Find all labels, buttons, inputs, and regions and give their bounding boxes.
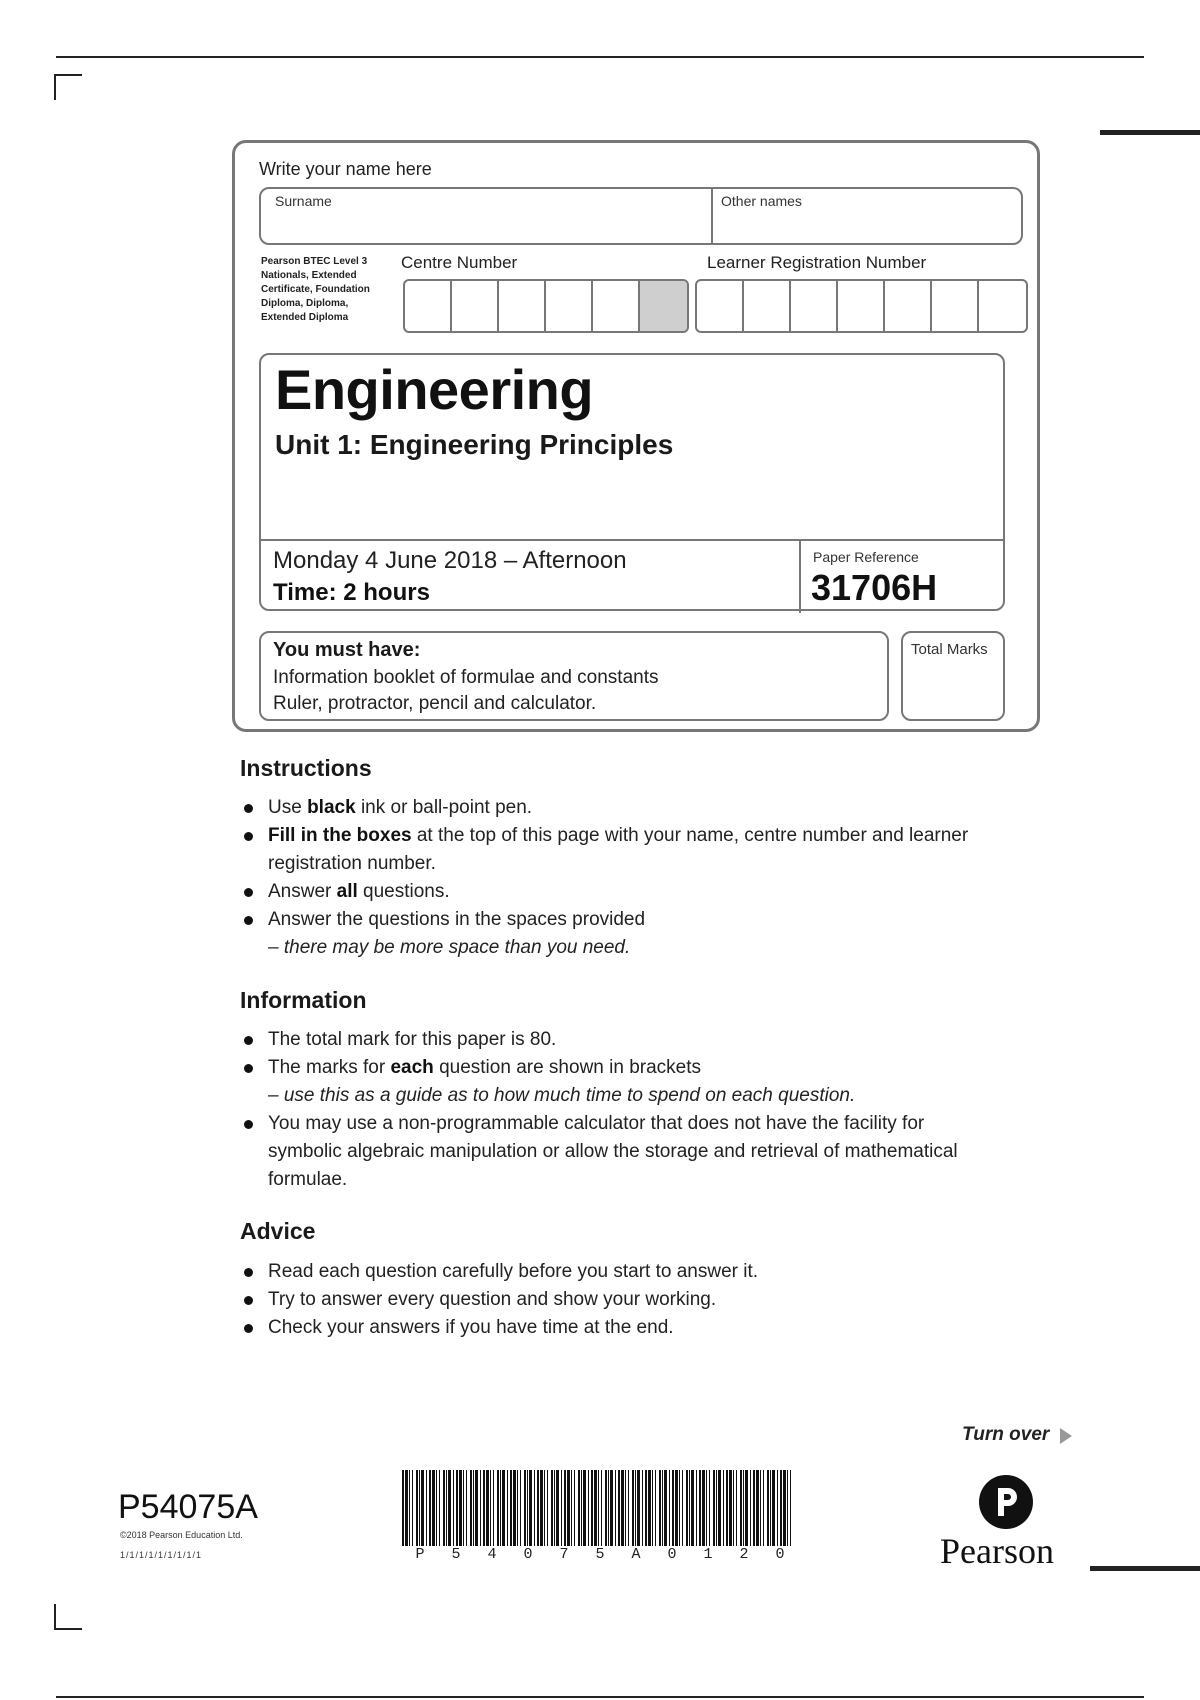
barcode-bar bbox=[672, 1470, 674, 1546]
list-item: The total mark for this paper is 80. bbox=[240, 1026, 960, 1054]
barcode-bar bbox=[760, 1470, 761, 1546]
barcode-bar bbox=[787, 1470, 788, 1546]
barcode-bar bbox=[436, 1470, 437, 1546]
barcode-bar bbox=[483, 1470, 485, 1546]
date-time-row bbox=[261, 539, 1003, 613]
instructions-list bbox=[240, 794, 1000, 962]
barcode-bar bbox=[682, 1470, 683, 1546]
barcode-bar bbox=[446, 1470, 447, 1546]
barcode-bar bbox=[448, 1470, 451, 1546]
surname-field[interactable]: Surname bbox=[275, 193, 332, 209]
barcode-bar bbox=[409, 1470, 410, 1546]
barcode-bar bbox=[544, 1470, 545, 1546]
barcode-bar bbox=[655, 1470, 656, 1546]
barcode-bar bbox=[463, 1470, 464, 1546]
barcode-bar bbox=[645, 1470, 647, 1546]
list-item: Try to answer every question and show your working. bbox=[240, 1286, 1000, 1314]
barcode-bar bbox=[790, 1470, 791, 1546]
barcode-bar bbox=[534, 1470, 535, 1546]
cover-details-box bbox=[232, 140, 1040, 732]
barcode-bar bbox=[456, 1470, 458, 1546]
learner-registration-cell[interactable] bbox=[932, 281, 979, 331]
barcode-bar bbox=[770, 1470, 771, 1546]
barcode-bar bbox=[513, 1470, 516, 1546]
barcode-bar bbox=[588, 1470, 589, 1546]
unit-title: Unit 1: Engineering Principles bbox=[275, 429, 674, 460]
barcode-bar bbox=[777, 1470, 778, 1546]
print-code: 1/1/1/1/1/1/1/1/1 bbox=[120, 1550, 203, 1560]
list-item: You may use a non-programmable calculator that does not have the facility for symbolic algebraic manipulation or allow the storage and retrieval of mathematical formulae. bbox=[240, 1110, 960, 1194]
list-item: The marks for each question are shown in brackets – use this as a guide as to how much time to spend on each question. bbox=[240, 1054, 960, 1110]
barcode-bar bbox=[621, 1470, 624, 1546]
exam-duration: Time: 2 hours bbox=[273, 579, 430, 606]
barcode-bar bbox=[529, 1470, 532, 1546]
pearson-logo-icon bbox=[978, 1474, 1034, 1530]
barcode-digit: 1 bbox=[703, 1546, 713, 1563]
learner-registration-cell[interactable] bbox=[697, 281, 744, 331]
barcode-bar bbox=[480, 1470, 481, 1546]
barcode-bar bbox=[419, 1470, 420, 1546]
barcode-bar bbox=[583, 1470, 586, 1546]
barcode-bar bbox=[493, 1470, 494, 1546]
advice-list bbox=[240, 1258, 1000, 1342]
bottom-rule bbox=[56, 1696, 1144, 1698]
barcode-bar bbox=[547, 1470, 548, 1546]
barcode-bar bbox=[500, 1470, 501, 1546]
barcode-bar bbox=[605, 1470, 607, 1546]
barcode-bar bbox=[713, 1470, 715, 1546]
barcode-bar bbox=[453, 1470, 454, 1546]
paper-reference-label: Paper Reference bbox=[813, 549, 919, 565]
barcode-bar bbox=[743, 1470, 744, 1546]
barcode-digit: 2 bbox=[739, 1546, 749, 1563]
barcode-bar bbox=[767, 1470, 769, 1546]
centre-number-boxes[interactable] bbox=[403, 279, 689, 333]
barcode-bar bbox=[750, 1470, 751, 1546]
materials-line: Information booklet of formulae and constants bbox=[273, 667, 659, 688]
barcode-bar bbox=[540, 1470, 543, 1546]
advice-heading: Advice bbox=[240, 1218, 316, 1244]
barcode-digit: 0 bbox=[667, 1546, 677, 1563]
paper-reference-code: 31706H bbox=[811, 567, 938, 608]
barcode-bar bbox=[637, 1470, 640, 1546]
edge-mark-right-bottom bbox=[1090, 1566, 1200, 1571]
barcode-bar bbox=[740, 1470, 742, 1546]
barcode-bar bbox=[691, 1470, 694, 1546]
barcode-bar bbox=[686, 1470, 688, 1546]
barcode-bar bbox=[699, 1470, 701, 1546]
top-rule bbox=[56, 56, 1144, 58]
barcode-bar bbox=[598, 1470, 599, 1546]
barcode-bar bbox=[551, 1470, 553, 1546]
barcode-bar bbox=[753, 1470, 755, 1546]
barcode-bar bbox=[490, 1470, 491, 1546]
barcode-bar bbox=[679, 1470, 680, 1546]
barcode-bar bbox=[763, 1470, 764, 1546]
learner-registration-boxes[interactable] bbox=[695, 279, 1028, 333]
information-list bbox=[240, 1026, 960, 1194]
list-item: Answer all questions. bbox=[240, 878, 1000, 906]
learner-registration-cell[interactable] bbox=[838, 281, 885, 331]
barcode-bar bbox=[675, 1470, 678, 1546]
barcode-bar bbox=[648, 1470, 651, 1546]
barcode-bar bbox=[439, 1470, 440, 1546]
list-item: Use black ink or ball-point pen. bbox=[240, 794, 1000, 822]
barcode-bar bbox=[618, 1470, 620, 1546]
barcode-digit: 7 bbox=[559, 1546, 569, 1563]
materials-line: Ruler, protractor, pencil and calculator. bbox=[273, 693, 597, 714]
barcode-bar bbox=[402, 1470, 404, 1546]
barcode-bar bbox=[706, 1470, 707, 1546]
barcode-bar bbox=[578, 1470, 580, 1546]
barcode-bar bbox=[591, 1470, 593, 1546]
copyright-text: ©2018 Pearson Education Ltd. bbox=[120, 1530, 243, 1540]
barcode-bar bbox=[772, 1470, 775, 1546]
barcode-bar bbox=[473, 1470, 474, 1546]
centre-number-cell[interactable] bbox=[593, 281, 640, 331]
barcode-digits bbox=[402, 1546, 798, 1563]
turn-over-arrow-icon bbox=[1060, 1428, 1072, 1444]
centre-number-cell[interactable] bbox=[405, 281, 452, 331]
barcode-bar bbox=[669, 1470, 670, 1546]
barcode-bar bbox=[716, 1470, 717, 1546]
information-heading: Information bbox=[240, 987, 367, 1013]
paper-title-box bbox=[259, 353, 1005, 611]
barcode-bar bbox=[635, 1470, 636, 1546]
paper-reference-cell bbox=[799, 541, 1007, 613]
barcode-bar bbox=[594, 1470, 597, 1546]
barcode-bar bbox=[718, 1470, 721, 1546]
barcode-bar bbox=[517, 1470, 518, 1546]
subject-title: Engineering bbox=[275, 358, 594, 421]
exam-date: Monday 4 June 2018 – Afternoon bbox=[273, 547, 627, 574]
barcode-bar bbox=[524, 1470, 526, 1546]
barcode-bar bbox=[564, 1470, 566, 1546]
barcode-bar bbox=[443, 1470, 445, 1546]
barcode-bar bbox=[628, 1470, 629, 1546]
centre-number-cell-shaded bbox=[640, 281, 687, 331]
publisher-name: Pearson bbox=[940, 1531, 1054, 1571]
barcode-bar bbox=[486, 1470, 489, 1546]
centre-number-cell[interactable] bbox=[452, 281, 499, 331]
barcode-bar bbox=[662, 1470, 663, 1546]
total-marks-label: Total Marks bbox=[911, 641, 988, 658]
barcode-bar bbox=[520, 1470, 521, 1546]
barcode-bar bbox=[510, 1470, 512, 1546]
learner-registration-cell[interactable] bbox=[791, 281, 838, 331]
barcode-bar bbox=[556, 1470, 559, 1546]
barcode-digit: A bbox=[631, 1546, 641, 1563]
edge-mark-right-top bbox=[1100, 130, 1200, 135]
barcode-bar bbox=[421, 1470, 424, 1546]
barcode-bar bbox=[610, 1470, 613, 1546]
barcode-bar bbox=[416, 1470, 418, 1546]
barcode-bar bbox=[507, 1470, 508, 1546]
barcode-bar bbox=[412, 1470, 413, 1546]
name-divider bbox=[711, 189, 713, 243]
barcode-bar bbox=[696, 1470, 697, 1546]
materials-title: You must have: bbox=[273, 639, 421, 661]
barcode-bar bbox=[733, 1470, 734, 1546]
barcode-bar bbox=[432, 1470, 435, 1546]
barcode-bar bbox=[745, 1470, 748, 1546]
barcode-bar bbox=[527, 1470, 528, 1546]
barcode-bar bbox=[652, 1470, 653, 1546]
barcode-bar bbox=[709, 1470, 710, 1546]
barcode-bar bbox=[625, 1470, 626, 1546]
barcode-bar bbox=[567, 1470, 570, 1546]
barcode-bar bbox=[574, 1470, 575, 1546]
barcode-bar bbox=[537, 1470, 539, 1546]
barcode-bar bbox=[554, 1470, 555, 1546]
barcode-bar bbox=[497, 1470, 499, 1546]
barcode-digit: 4 bbox=[487, 1546, 497, 1563]
barcode-bar bbox=[632, 1470, 634, 1546]
barcode-bar bbox=[561, 1470, 562, 1546]
name-prompt: Write your name here bbox=[259, 159, 432, 179]
barcode-bar bbox=[475, 1470, 478, 1546]
barcode-digit: 0 bbox=[775, 1546, 785, 1563]
centre-number-label: Centre Number bbox=[401, 253, 518, 272]
barcode-bar bbox=[723, 1470, 724, 1546]
list-item: Answer the questions in the spaces provided – there may be more space than you need. bbox=[240, 906, 1000, 962]
barcode-bar bbox=[756, 1470, 759, 1546]
turn-over-label: Turn over bbox=[962, 1424, 1050, 1445]
name-fields bbox=[259, 187, 1023, 245]
barcode-icon bbox=[402, 1470, 798, 1546]
barcode-bar bbox=[642, 1470, 643, 1546]
learner-registration-label: Learner Registration Number bbox=[707, 253, 927, 272]
learner-registration-cell[interactable] bbox=[744, 281, 791, 331]
barcode-bar bbox=[726, 1470, 728, 1546]
barcode-bar bbox=[736, 1470, 737, 1546]
learner-registration-cell[interactable] bbox=[979, 281, 1026, 331]
barcode-bar bbox=[702, 1470, 705, 1546]
list-item: Check your answers if you have time at the end. bbox=[240, 1314, 1000, 1342]
barcode-bar bbox=[429, 1470, 431, 1546]
barcode-digit: 0 bbox=[523, 1546, 533, 1563]
other-names-field[interactable]: Other names bbox=[721, 193, 802, 209]
barcode-bar bbox=[608, 1470, 609, 1546]
barcode-bar bbox=[459, 1470, 462, 1546]
barcode-bar bbox=[426, 1470, 427, 1546]
paper-code: P54075A bbox=[118, 1488, 258, 1526]
barcode-bar bbox=[659, 1470, 661, 1546]
barcode-digit: P bbox=[415, 1546, 425, 1563]
barcode-bar bbox=[729, 1470, 732, 1546]
barcode-bar bbox=[502, 1470, 505, 1546]
crop-mark-top-left bbox=[54, 74, 82, 100]
barcode-bar bbox=[664, 1470, 667, 1546]
barcode-digit: 5 bbox=[451, 1546, 461, 1563]
list-item: Fill in the boxes at the top of this page with your name, centre number and learner registration number. bbox=[240, 822, 1000, 878]
total-marks-box[interactable] bbox=[901, 631, 1005, 721]
crop-mark-bottom-left bbox=[54, 1604, 82, 1630]
barcode-bar bbox=[783, 1470, 786, 1546]
barcode-bar bbox=[571, 1470, 572, 1546]
learner-registration-cell[interactable] bbox=[885, 281, 932, 331]
barcode-bar bbox=[601, 1470, 602, 1546]
barcode-bar bbox=[689, 1470, 690, 1546]
barcode-bar bbox=[615, 1470, 616, 1546]
barcode-bar bbox=[466, 1470, 467, 1546]
centre-number-cell[interactable] bbox=[499, 281, 546, 331]
barcode-bar bbox=[405, 1470, 408, 1546]
qualification-text: Pearson BTEC Level 3 Nationals, Extended Certificate, Foundation Diploma, Diploma, Extended Diploma bbox=[261, 256, 370, 323]
instructions-heading: Instructions bbox=[240, 755, 372, 781]
barcode-bar bbox=[780, 1470, 782, 1546]
barcode-bar bbox=[581, 1470, 582, 1546]
materials-box bbox=[259, 631, 889, 721]
barcode-bar bbox=[470, 1470, 472, 1546]
centre-number-cell[interactable] bbox=[546, 281, 593, 331]
barcode-digit: 5 bbox=[595, 1546, 605, 1563]
list-item: Read each question carefully before you start to answer it. bbox=[240, 1258, 1000, 1286]
